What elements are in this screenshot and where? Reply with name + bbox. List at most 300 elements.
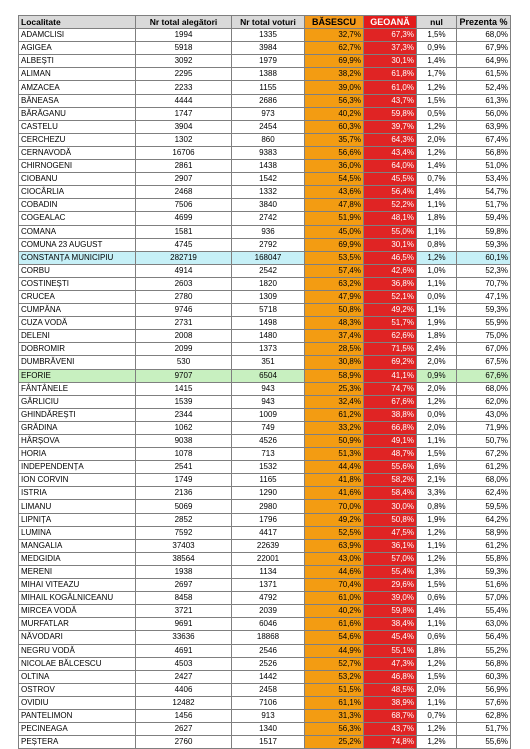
cell-geoana: 55,4% (364, 565, 417, 578)
cell-prezenta: 68,0% (457, 474, 511, 487)
cell-basescu: 31,3% (305, 709, 364, 722)
cell-prezenta: 52,3% (457, 264, 511, 277)
cell-prezenta: 61,2% (457, 461, 511, 474)
cell-basescu: 47,8% (305, 199, 364, 212)
cell-voturi: 1498 (232, 317, 305, 330)
cell-basescu: 50,8% (305, 304, 364, 317)
cell-localitate: GHINDĂREȘTI (19, 408, 136, 421)
cell-basescu: 43,0% (305, 552, 364, 565)
cell-voturi: 3840 (232, 199, 305, 212)
cell-basescu: 54,6% (305, 631, 364, 644)
cell-alegatori: 282719 (136, 251, 232, 264)
cell-geoana: 43,7% (364, 94, 417, 107)
header-prezenta: Prezenta % (457, 16, 511, 29)
cell-prezenta: 75,0% (457, 330, 511, 343)
cell-nul: 1,4% (417, 55, 457, 68)
cell-localitate: BĂNEASA (19, 94, 136, 107)
cell-nul: 1,5% (417, 29, 457, 42)
cell-alegatori: 37403 (136, 539, 232, 552)
cell-prezenta: 53,4% (457, 173, 511, 186)
table-row (19, 631, 511, 644)
cell-prezenta: 63,9% (457, 120, 511, 133)
cell-localitate: PANTELIMON (19, 709, 136, 722)
cell-localitate: MEDGIDIA (19, 552, 136, 565)
table-row (19, 526, 511, 539)
cell-voturi: 1009 (232, 408, 305, 421)
cell-geoana: 47,3% (364, 657, 417, 670)
cell-voturi: 1290 (232, 487, 305, 500)
table-row (19, 317, 511, 330)
table-row (19, 55, 511, 68)
cell-basescu: 63,9% (305, 539, 364, 552)
table-row (19, 696, 511, 709)
cell-alegatori: 9691 (136, 618, 232, 631)
cell-voturi: 1340 (232, 723, 305, 736)
cell-nul: 1,1% (417, 696, 457, 709)
cell-nul: 1,2% (417, 81, 457, 94)
cell-prezenta: 51,0% (457, 160, 511, 173)
cell-geoana: 45,5% (364, 173, 417, 186)
cell-alegatori: 4691 (136, 644, 232, 657)
cell-basescu: 30,8% (305, 356, 364, 369)
cell-voturi: 4792 (232, 592, 305, 605)
table-row (19, 723, 511, 736)
cell-geoana: 38,4% (364, 618, 417, 631)
cell-basescu: 25,2% (305, 736, 364, 749)
header-voturi: Nr total voturi (232, 16, 305, 29)
cell-nul: 1,6% (417, 461, 457, 474)
table-row (19, 107, 511, 120)
cell-geoana: 74,7% (364, 382, 417, 395)
cell-localitate: OVIDIU (19, 696, 136, 709)
cell-localitate: CUZA VODĂ (19, 317, 136, 330)
cell-voturi: 943 (232, 395, 305, 408)
cell-geoana: 30,1% (364, 55, 417, 68)
cell-localitate: CUMPĂNA (19, 304, 136, 317)
cell-basescu: 38,2% (305, 68, 364, 81)
table-row (19, 565, 511, 578)
header-nul: nul (417, 16, 457, 29)
cell-geoana: 42,6% (364, 264, 417, 277)
cell-basescu: 54,5% (305, 173, 364, 186)
cell-localitate: MERENI (19, 565, 136, 578)
table-row (19, 539, 511, 552)
cell-nul: 1,2% (417, 526, 457, 539)
cell-voturi: 2542 (232, 264, 305, 277)
cell-alegatori: 2603 (136, 277, 232, 290)
table-row (19, 290, 511, 303)
cell-localitate: NĂVODARI (19, 631, 136, 644)
cell-voturi: 6046 (232, 618, 305, 631)
cell-prezenta: 67,6% (457, 369, 511, 382)
cell-nul: 1,9% (417, 513, 457, 526)
cell-prezenta: 60,3% (457, 670, 511, 683)
cell-nul: 2,0% (417, 133, 457, 146)
cell-alegatori: 2852 (136, 513, 232, 526)
cell-nul: 1,2% (417, 251, 457, 264)
cell-nul: 0,8% (417, 238, 457, 251)
table-row (19, 173, 511, 186)
cell-alegatori: 1938 (136, 565, 232, 578)
cell-localitate: AGIGEA (19, 42, 136, 55)
cell-alegatori: 9038 (136, 435, 232, 448)
cell-basescu: 56,3% (305, 723, 364, 736)
table-row (19, 160, 511, 173)
cell-geoana: 52,2% (364, 199, 417, 212)
cell-localitate: CORBU (19, 264, 136, 277)
cell-alegatori: 4699 (136, 212, 232, 225)
table-row (19, 500, 511, 513)
cell-nul: 2,0% (417, 356, 457, 369)
table-row (19, 592, 511, 605)
cell-geoana: 62,6% (364, 330, 417, 343)
cell-prezenta: 64,2% (457, 513, 511, 526)
cell-alegatori: 2468 (136, 186, 232, 199)
cell-nul: 0,7% (417, 709, 457, 722)
cell-localitate: HÂRȘOVA (19, 435, 136, 448)
cell-localitate: OSTROV (19, 683, 136, 696)
cell-prezenta: 57,0% (457, 592, 511, 605)
cell-prezenta: 68,0% (457, 29, 511, 42)
cell-localitate: CRUCEA (19, 290, 136, 303)
table-row (19, 395, 511, 408)
cell-alegatori: 12482 (136, 696, 232, 709)
table-row (19, 29, 511, 42)
cell-geoana: 68,7% (364, 709, 417, 722)
cell-basescu: 33,2% (305, 421, 364, 434)
table-row (19, 709, 511, 722)
table-row (19, 605, 511, 618)
cell-voturi: 4417 (232, 526, 305, 539)
cell-geoana: 39,0% (364, 592, 417, 605)
cell-localitate: MANGALIA (19, 539, 136, 552)
cell-alegatori: 16706 (136, 146, 232, 159)
cell-prezenta: 55,9% (457, 317, 511, 330)
cell-localitate: CERCHEZU (19, 133, 136, 146)
cell-nul: 0,5% (417, 107, 457, 120)
cell-basescu: 62,7% (305, 42, 364, 55)
cell-prezenta: 70,7% (457, 277, 511, 290)
cell-nul: 2,1% (417, 474, 457, 487)
cell-voturi: 3984 (232, 42, 305, 55)
cell-alegatori: 8458 (136, 592, 232, 605)
cell-basescu: 56,3% (305, 94, 364, 107)
cell-prezenta: 67,9% (457, 42, 511, 55)
cell-voturi: 2454 (232, 120, 305, 133)
cell-localitate: CONSTANȚA MUNICIPIU (19, 251, 136, 264)
cell-basescu: 51,5% (305, 683, 364, 696)
table-row (19, 277, 511, 290)
table-row (19, 68, 511, 81)
cell-prezenta: 59,5% (457, 500, 511, 513)
table-row (19, 382, 511, 395)
cell-nul: 1,8% (417, 212, 457, 225)
cell-geoana: 67,6% (364, 395, 417, 408)
cell-alegatori: 4914 (136, 264, 232, 277)
cell-prezenta: 62,0% (457, 395, 511, 408)
cell-voturi: 2792 (232, 238, 305, 251)
cell-geoana: 36,8% (364, 277, 417, 290)
cell-geoana: 48,1% (364, 212, 417, 225)
cell-localitate: MIHAI VITEAZU (19, 579, 136, 592)
cell-nul: 1,2% (417, 723, 457, 736)
cell-alegatori: 1581 (136, 225, 232, 238)
cell-localitate: MURFATLAR (19, 618, 136, 631)
cell-alegatori: 3721 (136, 605, 232, 618)
cell-geoana: 59,8% (364, 107, 417, 120)
header-localitate: Localitate (19, 16, 136, 29)
cell-voturi: 2526 (232, 657, 305, 670)
cell-basescu: 44,4% (305, 461, 364, 474)
cell-alegatori: 9746 (136, 304, 232, 317)
cell-prezenta: 59,3% (457, 238, 511, 251)
cell-basescu: 43,6% (305, 186, 364, 199)
cell-geoana: 66,8% (364, 421, 417, 434)
cell-geoana: 69,2% (364, 356, 417, 369)
cell-localitate: DOBROMIR (19, 343, 136, 356)
cell-localitate: DELENI (19, 330, 136, 343)
table-row (19, 199, 511, 212)
cell-localitate: ION CORVIN (19, 474, 136, 487)
cell-geoana: 30,1% (364, 238, 417, 251)
table-row (19, 448, 511, 461)
cell-localitate: ADAMCLISI (19, 29, 136, 42)
cell-prezenta: 55,8% (457, 552, 511, 565)
cell-basescu: 45,0% (305, 225, 364, 238)
cell-basescu: 44,9% (305, 644, 364, 657)
cell-localitate: COSTINEȘTI (19, 277, 136, 290)
cell-nul: 1,4% (417, 160, 457, 173)
cell-voturi: 1165 (232, 474, 305, 487)
cell-geoana: 55,0% (364, 225, 417, 238)
table-row (19, 225, 511, 238)
cell-basescu: 49,2% (305, 513, 364, 526)
cell-basescu: 36,0% (305, 160, 364, 173)
election-results-table (18, 15, 511, 749)
cell-alegatori: 3092 (136, 55, 232, 68)
table-row (19, 513, 511, 526)
cell-voturi: 1517 (232, 736, 305, 749)
cell-geoana: 41,1% (364, 369, 417, 382)
cell-prezenta: 67,0% (457, 343, 511, 356)
cell-geoana: 29,6% (364, 579, 417, 592)
cell-localitate: EFORIE (19, 369, 136, 382)
cell-geoana: 45,4% (364, 631, 417, 644)
cell-prezenta: 64,9% (457, 55, 511, 68)
cell-basescu: 56,6% (305, 146, 364, 159)
cell-prezenta: 67,4% (457, 133, 511, 146)
cell-prezenta: 56,4% (457, 631, 511, 644)
cell-nul: 1,7% (417, 68, 457, 81)
cell-geoana: 71,5% (364, 343, 417, 356)
cell-alegatori: 3904 (136, 120, 232, 133)
cell-localitate: LIMANU (19, 500, 136, 513)
cell-nul: 1,2% (417, 657, 457, 670)
table-row (19, 474, 511, 487)
cell-nul: 1,1% (417, 435, 457, 448)
cell-voturi: 1309 (232, 290, 305, 303)
cell-voturi: 913 (232, 709, 305, 722)
cell-nul: 1,5% (417, 579, 457, 592)
cell-voturi: 1796 (232, 513, 305, 526)
table-row (19, 657, 511, 670)
cell-localitate: CIOCÂRLIA (19, 186, 136, 199)
cell-alegatori: 38564 (136, 552, 232, 565)
cell-localitate: MIHAIL KOGĂLNICEANU (19, 592, 136, 605)
header-alegatori: Nr total alegători (136, 16, 232, 29)
cell-geoana: 50,8% (364, 513, 417, 526)
cell-alegatori: 1302 (136, 133, 232, 146)
cell-alegatori: 2099 (136, 343, 232, 356)
cell-nul: 1,1% (417, 199, 457, 212)
cell-basescu: 41,6% (305, 487, 364, 500)
cell-basescu: 32,7% (305, 29, 364, 42)
cell-nul: 1,2% (417, 146, 457, 159)
cell-nul: 0,7% (417, 173, 457, 186)
cell-voturi: 22639 (232, 539, 305, 552)
cell-basescu: 61,1% (305, 696, 364, 709)
cell-basescu: 35,7% (305, 133, 364, 146)
table-row (19, 304, 511, 317)
cell-geoana: 64,0% (364, 160, 417, 173)
cell-alegatori: 2780 (136, 290, 232, 303)
table-row (19, 421, 511, 434)
header-row (19, 16, 511, 29)
cell-alegatori: 4503 (136, 657, 232, 670)
table-row (19, 133, 511, 146)
cell-voturi: 18868 (232, 631, 305, 644)
cell-nul: 1,2% (417, 120, 457, 133)
cell-nul: 2,0% (417, 683, 457, 696)
cell-alegatori: 2427 (136, 670, 232, 683)
cell-prezenta: 67,2% (457, 448, 511, 461)
cell-voturi: 2039 (232, 605, 305, 618)
cell-basescu: 69,9% (305, 55, 364, 68)
cell-prezenta: 52,4% (457, 81, 511, 94)
cell-basescu: 44,6% (305, 565, 364, 578)
cell-geoana: 61,8% (364, 68, 417, 81)
cell-basescu: 63,2% (305, 277, 364, 290)
cell-alegatori: 7506 (136, 199, 232, 212)
cell-voturi: 351 (232, 356, 305, 369)
table-row (19, 330, 511, 343)
cell-nul: 1,8% (417, 644, 457, 657)
cell-prezenta: 62,8% (457, 709, 511, 722)
cell-prezenta: 67,5% (457, 356, 511, 369)
cell-nul: 1,1% (417, 618, 457, 631)
cell-geoana: 51,7% (364, 317, 417, 330)
cell-nul: 3,3% (417, 487, 457, 500)
cell-basescu: 61,2% (305, 408, 364, 421)
cell-basescu: 47,9% (305, 290, 364, 303)
cell-voturi: 2546 (232, 644, 305, 657)
header-basescu: BĂSESCU (305, 16, 364, 29)
cell-basescu: 57,4% (305, 264, 364, 277)
cell-voturi: 4526 (232, 435, 305, 448)
table-body (19, 29, 511, 749)
cell-localitate: NEGRU VODĂ (19, 644, 136, 657)
cell-geoana: 30,0% (364, 500, 417, 513)
cell-alegatori: 1994 (136, 29, 232, 42)
cell-prezenta: 61,3% (457, 94, 511, 107)
cell-localitate: COGEALAC (19, 212, 136, 225)
cell-localitate: GÂRLICIU (19, 395, 136, 408)
cell-geoana: 57,0% (364, 552, 417, 565)
cell-prezenta: 43,0% (457, 408, 511, 421)
cell-alegatori: 1747 (136, 107, 232, 120)
header-geoana: GEOANĂ (364, 16, 417, 29)
table-row (19, 120, 511, 133)
table-row (19, 186, 511, 199)
cell-voturi: 22001 (232, 552, 305, 565)
table-row (19, 618, 511, 631)
cell-voturi: 1332 (232, 186, 305, 199)
cell-voturi: 1371 (232, 579, 305, 592)
cell-voturi: 943 (232, 382, 305, 395)
cell-geoana: 49,2% (364, 304, 417, 317)
cell-basescu: 51,9% (305, 212, 364, 225)
cell-prezenta: 51,7% (457, 199, 511, 212)
cell-voturi: 936 (232, 225, 305, 238)
cell-nul: 1,1% (417, 277, 457, 290)
cell-alegatori: 1539 (136, 395, 232, 408)
table-row (19, 81, 511, 94)
cell-voturi: 2458 (232, 683, 305, 696)
cell-alegatori: 2295 (136, 68, 232, 81)
cell-alegatori: 4444 (136, 94, 232, 107)
cell-voturi: 2742 (232, 212, 305, 225)
cell-prezenta: 62,4% (457, 487, 511, 500)
cell-alegatori: 1415 (136, 382, 232, 395)
cell-nul: 0,9% (417, 369, 457, 382)
cell-prezenta: 50,7% (457, 435, 511, 448)
cell-basescu: 69,9% (305, 238, 364, 251)
cell-voturi: 1335 (232, 29, 305, 42)
cell-alegatori: 7592 (136, 526, 232, 539)
cell-basescu: 70,4% (305, 579, 364, 592)
cell-nul: 1,5% (417, 94, 457, 107)
cell-nul: 2,0% (417, 382, 457, 395)
cell-voturi: 860 (232, 133, 305, 146)
cell-voturi: 973 (232, 107, 305, 120)
table-row (19, 369, 511, 382)
cell-geoana: 43,7% (364, 723, 417, 736)
cell-prezenta: 63,0% (457, 618, 511, 631)
cell-basescu: 61,6% (305, 618, 364, 631)
cell-localitate: LUMINA (19, 526, 136, 539)
cell-basescu: 28,5% (305, 343, 364, 356)
cell-geoana: 36,1% (364, 539, 417, 552)
cell-voturi: 7106 (232, 696, 305, 709)
cell-nul: 0,0% (417, 408, 457, 421)
cell-nul: 1,1% (417, 304, 457, 317)
cell-alegatori: 4406 (136, 683, 232, 696)
cell-voturi: 749 (232, 421, 305, 434)
cell-prezenta: 59,8% (457, 225, 511, 238)
cell-voturi: 1134 (232, 565, 305, 578)
cell-localitate: COMUNA 23 AUGUST (19, 238, 136, 251)
cell-prezenta: 54,7% (457, 186, 511, 199)
cell-localitate: LIPNIȚA (19, 513, 136, 526)
table-row (19, 683, 511, 696)
cell-prezenta: 58,9% (457, 526, 511, 539)
cell-voturi: 6504 (232, 369, 305, 382)
cell-nul: 1,9% (417, 317, 457, 330)
cell-prezenta: 61,5% (457, 68, 511, 81)
cell-localitate: CHIRNOGENI (19, 160, 136, 173)
cell-prezenta: 51,6% (457, 579, 511, 592)
cell-prezenta: 47,1% (457, 290, 511, 303)
